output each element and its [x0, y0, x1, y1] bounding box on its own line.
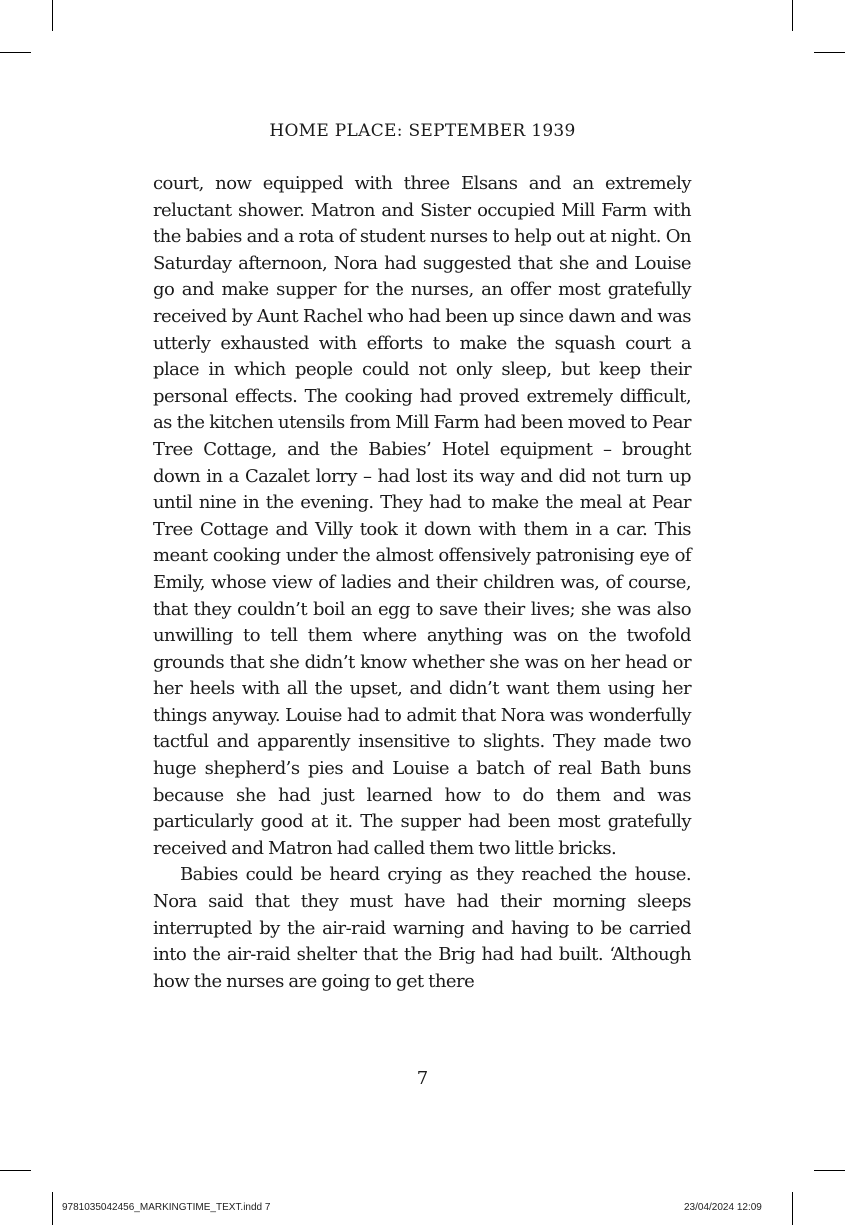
crop-mark-bottom-left-horizontal — [0, 1170, 31, 1171]
crop-mark-bottom-right-vertical — [792, 1192, 793, 1225]
body-text — [153, 171, 691, 995]
crop-mark-top-right-vertical — [792, 0, 793, 31]
slug-timestamp: 23/04/2024 12:09 — [684, 1202, 762, 1213]
page-number: 7 — [416, 1068, 429, 1089]
crop-mark-bottom-right-horizontal — [814, 1170, 845, 1171]
paragraph: Babies could be heard crying as they reached the house. Nora said that they must have had their morning sleeps interrupted by the air-raid warning and having to be carried into the air-raid shelter that the Brig had had built. ‘Although how the nurses are going to get there — [153, 864, 691, 992]
crop-mark-bottom-left-vertical — [52, 1192, 53, 1225]
crop-mark-top-left-vertical — [52, 0, 53, 31]
paragraph: court, now equipped with three Elsans and an extremely reluctant shower. Matron and Sister occupied Mill Farm with the babies and a rota of student nurses to help out at night. On Saturday afternoon, Nora had suggested that she and Louise go and make supper for the nurses, an offer most gratefully received by Aunt Rachel who had been up since dawn and was utterly exhausted with efforts to make the squash court a place in which people could not only sleep, but keep their personal effects. The cooking had proved extremely difficult, as the kitchen utensils from Mill Farm had been moved to Pear Tree Cottage, and the Babies’ Hotel equipment – brought down in a Cazalet lorry – had lost its way and did not turn up until nine in the evening. They had to make the meal at Pear Tree Cottage and Villy took it down with them in a car. This meant cooking under the almost offensively patronising eye of Emily, whose view of ladies and their children was, of course, that they couldn’t boil an egg to save their lives; she was also unwilling to tell them where anything was on the twofold grounds that she didn’t know whether she was on her head or her heels with all the upset, and didn’t want them using her things anyway. Louise had to admit that Nora was wonderfully tactful and apparently insensitive to slights. They made two huge shepherd’s pies and Louise a batch of real Bath buns because she had just learned how to do them and was particularly good at it. The supper had been most gratefully received and Matron had called them two little bricks. — [153, 173, 691, 859]
crop-mark-top-left-horizontal — [0, 52, 31, 53]
running-head: HOME PLACE: SEPTEMBER 1939 — [269, 121, 576, 141]
crop-mark-top-right-horizontal — [814, 52, 845, 53]
slug-filename: 9781035042456_MARKINGTIME_TEXT.indd 7 — [62, 1202, 271, 1213]
